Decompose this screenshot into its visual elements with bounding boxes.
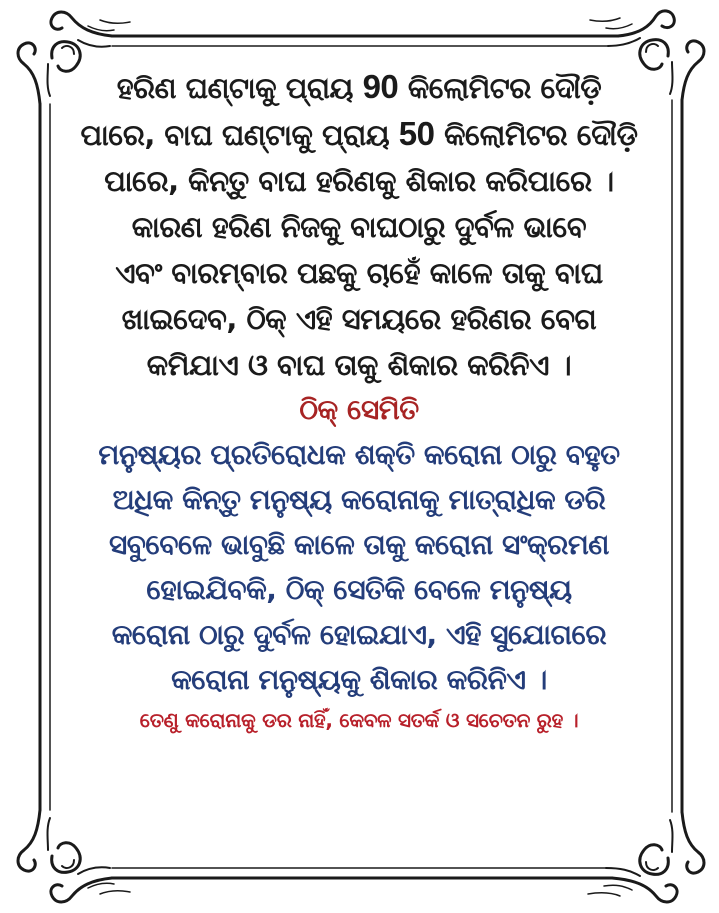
corner-ornament-bottom-right: [588, 812, 704, 902]
footer-message: ତେଣୁ କରୋନାକୁ ଡର ନାହିଁ, କେବଳ ସତର୍କ ଓ ସଚେତନ ରୁହ ।: [139, 708, 579, 732]
paragraph-2-line-4: ହୋଇଯିବକି, ଠିକ୍ ସେତିକି ବେଳେ ମନୁଷ୍ୟ: [146, 573, 572, 606]
paragraph-1-line-4: କାରଣ ହରିଣ ନିଜକୁ ବାଘଠାରୁ ଦୁର୍ବଳ ଭାବେ: [131, 210, 587, 244]
paragraph-2-line-2: ଅଧିକ କିନ୍ତୁ ମନୁଷ୍ୟ କରୋନାକୁ ମାତ୍ରାଧିକ ଡରି: [112, 483, 606, 516]
paragraph-2-line-5: କରୋନା ଠାରୁ ଦୁର୍ବଳ ହୋଇଯାଏ, ଏହି ସୁଯୋଗରେ: [111, 618, 607, 651]
paragraph-1-line-2: ପାରେ, ବାଘ ଘଣ୍ଟାକୁ ପ୍ରାୟ 50 କିଲୋମିଟର ଦୌଡ଼ି: [80, 115, 638, 152]
paragraph-1-line-6: ଖାଇଦେବ, ଠିକ୍ ଏହି ସମୟରେ ହରିଣର ବେଗ: [121, 302, 597, 336]
paragraph-1-line-7: କମିଯାଏ ଓ ବାଘ ତାକୁ ଶିକାର କରିନିଏ ।: [146, 348, 572, 382]
paragraph-1-line-3: ପାରେ, କିନ୍ତୁ ବାଘ ହରିଣକୁ ଶିକାର କରିପାରେ ।: [104, 164, 614, 198]
paragraph-1-line-5: ଏବଂ ବାରମ୍ବାର ପଛକୁ ଚାହେଁ କାଳେ ତାକୁ ବାଘ: [115, 256, 603, 290]
poster-text: [74, 64, 644, 738]
paragraph-2-line-3: ସବୁବେଳେ ଭାବୁଛି କାଳେ ତାକୁ କରୋନା ସଂକ୍ରମଣ: [109, 528, 609, 561]
speed-90: 90: [362, 68, 399, 105]
paragraph-2-line-6: କରୋନା ମନୁଷ୍ୟକୁ ଶିକାର କରିନିଏ ।: [171, 663, 547, 696]
section-heading: ଠିକ୍ ସେମିତି: [299, 393, 419, 426]
paragraph-1-line-1: ହରିଣ ଘଣ୍ଟାକୁ ପ୍ରାୟ 90 କିଲୋମିଟର ଦୌଡ଼ି: [116, 68, 602, 105]
paragraph-2-line-1: ମନୁଷ୍ୟର ପ୍ରତିରୋଧକ ଶକ୍ତି କରୋନା ଠାରୁ ବହୁତ: [98, 438, 620, 471]
corner-ornament-bottom-left: [18, 810, 130, 902]
speed-50: 50: [398, 115, 435, 152]
